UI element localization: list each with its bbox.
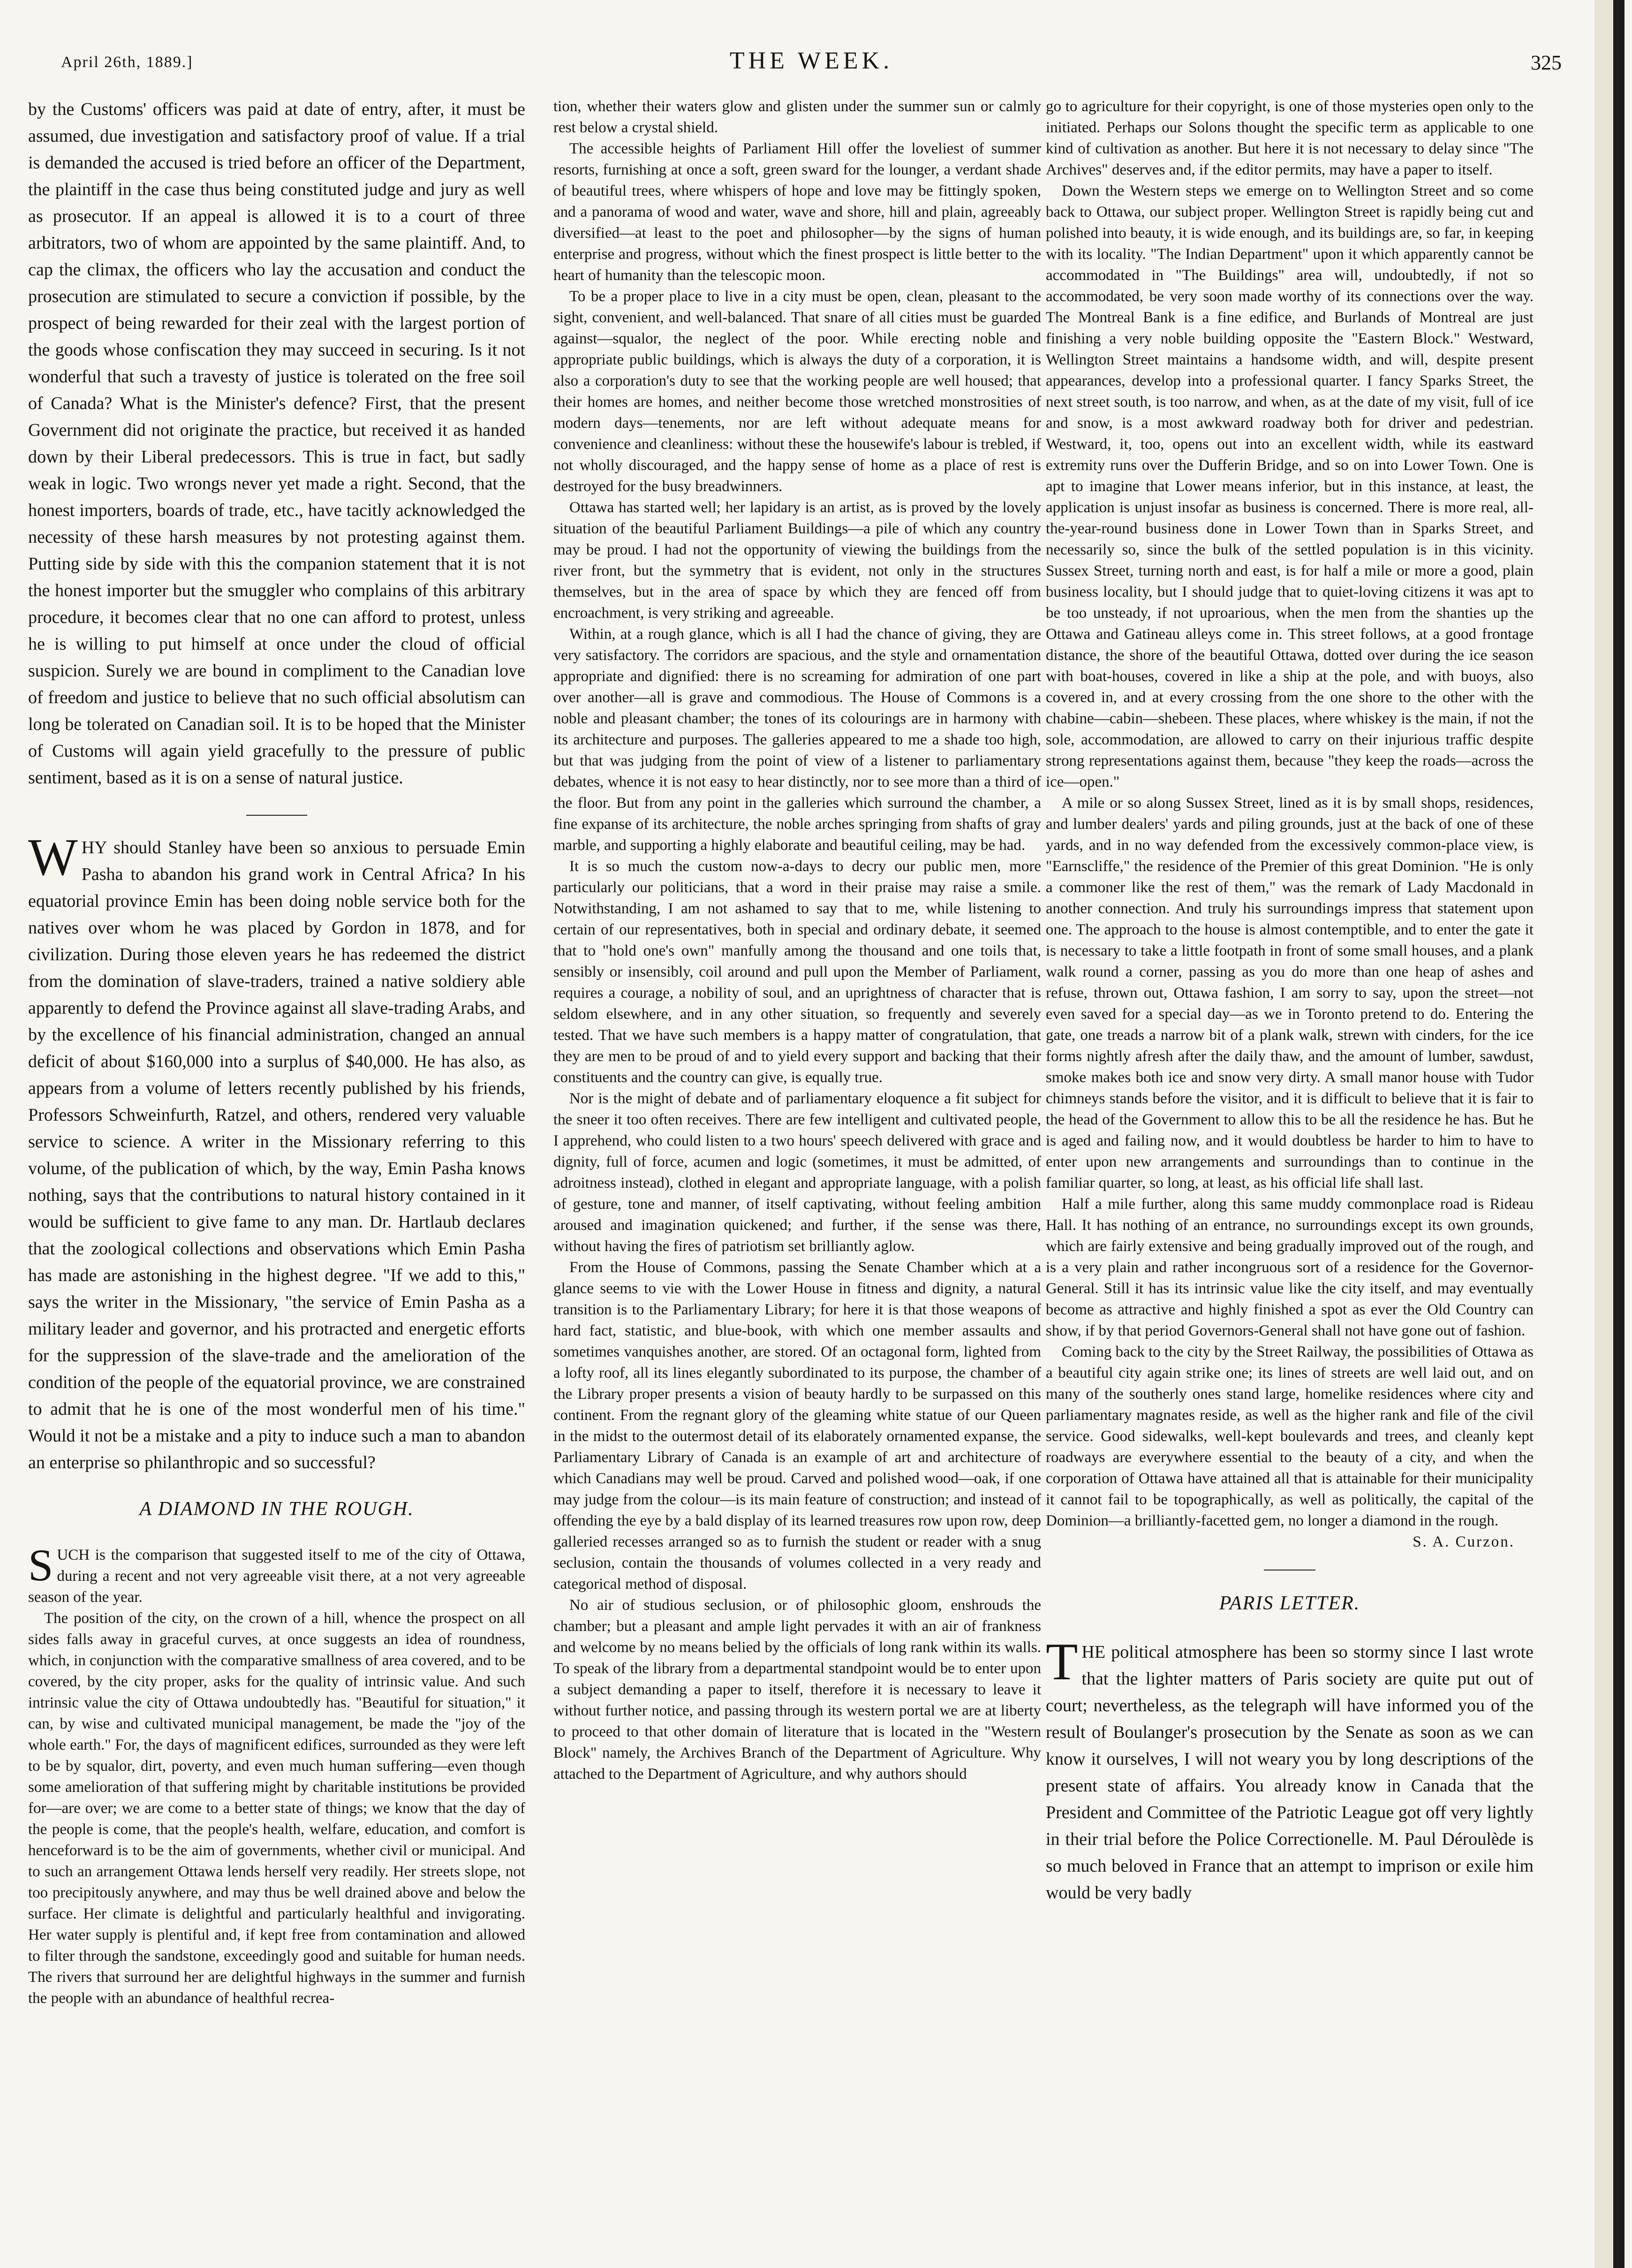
page-number: 325 — [1531, 51, 1562, 74]
article-paragraph: tion, whether their waters glow and glisten under the summer sun or calmly rest below a crystal shield. — [553, 98, 1041, 136]
diamond-position-paragraph: The position of the city, on the crown of a hill, whence the prospect on all sides falls away in graceful curves, at once suggests an idea of roundness, which, in conjunction with the comparative smallness of area covered, and to be covered, by the city proper, asks for the quality of intrinsic value. And such intrinsic value the city of Ottawa undoubtedly has. "Beautiful for situation," it can, by wise and cultivated municipal management, be made the "joy of the whole earth." For, the days of magnificent edifices, surrounded as they were left to be by squalor, dirt, poverty, and even much human suffering—even though some amelioration of that suffering might by charitable institutions be provided for—are over; we are come to a better state of things; we know that the day of the people is come, that the people's health, welfare, education, and comfort is henceforward is to be the aim of governments, whether civil or municipal. And to such an arrangement Ottawa lends herself very readily. Her streets slope, not too precipitously anywhere, and may thus be well drained above and below the surface. Her climate is delightful and particularly healthful and invigorating. Her water supply is plentiful and, if kept free from contamination and allowed to filter through the sandstone, exceedingly good and suitable for human needs. The rivers that surround her are delightful highways in the summer and furnish the people with an abundance of healthful recrea- — [28, 1610, 525, 2007]
article-paragraph: Half a mile further, along this same muddy commonplace road is Rideau Hall. It has nothing of an entrance, no surroundings except its own grounds, which are fairly extensive and being gradually improved out of the rough, and is a very plain and rather incongruous sort of a residence for the Governor-General. Still it has its intrinsic value like the city itself, and may eventually become as attractive and highly finished a spot as ever the Old Country can show, if by that period Governors-General shall not have gone out of fashion. — [1046, 1196, 1534, 1339]
column-3 — [1046, 96, 1534, 1906]
header-date: April 26th, 1889.] — [61, 53, 193, 71]
column-2 — [553, 96, 1041, 1785]
binding-edge — [1613, 0, 1624, 2268]
emin-pasha-text: HY should Stanley have been so anxious to persuade Emin Pasha to abandon his grand work in Central Africa? In his equatorial province Emin has been doing noble service both for the natives over whom he was placed by Gordon in 1878, and for civilization. During those eleven years he has redeemed the district from the domination of slave-traders, trained a native soldiery able apparently to defend the Province against all slave-trading Arabs, and by the excellence of his financial administration, changed an annual deficit of about $160,000 into a surplus of $40,000. He has also, as appears from a volume of letters recently published by his friends, Professors Schweinfurth, Ratzel, and others, rendered very valuable service to science. A writer in the Missionary referring to this volume, of the publication of which, by the way, Emin Pasha knows nothing, says that the contributions to natural history contained in it would be sufficient to give fame to any man. Dr. Hartlaub declares that the zoological collections and observations which Emin Pasha has made are astonishing in the highest degree. "If we add to this," says the writer in the Missionary, "the service of Emin Pasha as a military leader and governor, and his protracted and energetic efforts for the suppression of the slave-trade and the amelioration of the condition of the people of the equatorial province, we are constrained to admit that he is one of the most wonderful men of his time." Would it not be a mistake and a pity to induce such a man to abandon an enterprise so philanthropic and so successful? — [28, 838, 525, 1472]
author-signature: S. A. Curzon. — [1413, 1533, 1515, 1550]
binding-edge-shadow — [1594, 0, 1613, 2268]
diamond-intro-text: UCH is the comparison that suggested itself to me of the city of Ottawa, during a recent and not very agreeable visit there, at a not very agreeable season of the year. — [28, 1547, 525, 1606]
article-paragraph: It is so much the custom now-a-days to decry our public men, more particularly our politicians, that a word in their praise may raise a smile. Notwithstanding, I am not ashamed to say that to me, while listening to certain of our representatives, both in special and ordinary debate, it seemed that to "hold one's own" manfully among the thousand and one toils that, sensibly or insensibly, coil around and pull upon the Member of Parliament, requires a courage, a nobility of soul, and an uprightness of character that is seldom elsewhere, and in any other situation, so frequently and severely tested. That we have such members is a happy matter of congratulation, that they are men to be proud of and to yield every support and backing that their constituents and the country can give, is equally true. — [553, 858, 1041, 1086]
article-paragraph: A mile or so along Sussex Street, lined as it is by small shops, residences, and lumber dealers' yards and piling grounds, just at the back of one of these yards, and in no way defended from the excessively common-place view, is "Earnscliffe," the residence of the Premier of this great Dominion. "He is only a commoner like the rest of them," was the remark of Lady Macdonald in another connection. And truly his surroundings impress that statement upon one. The approach to the house is almost contemptible, and to enter the gate it is necessary to take a little footpath in front of some small houses, and a plank walk round a corner, passing as you do more than one heap of ashes and refuse, thrown out, Ottawa fashion, I am sorry to say, upon the street—not even saved for a special day—as we in Toronto pretend to do. Entering the gate, one treads a narrow bit of a plank walk, strewn with cinders, for the ice forms nightly afresh after the daily thaw, and the amount of lumber, sawdust, smoke makes both ice and snow very dirty. A small manor house with Tudor chimneys stands before the visitor, and it is difficult to believe that it is fair to the head of the Government to allow this to be all the residence he has. But he is aged and failing now, and it would doubtless be harder to him to have to enter upon new arrangements and surroundings than to continue in the familiar quarter, so long, at least, as his official life shall last. — [1046, 795, 1534, 1191]
article-heading-diamond: A DIAMOND IN THE ROUGH. — [139, 1498, 414, 1520]
article-paragraph: No air of studious seclusion, or of philosophic gloom, enshrouds the chamber; but a pleasant and ample light pervades it with an air of frankness and welcome by no means belied by the officials of long rank within its walls. To speak of the library from a departmental standpoint would be to enter upon a subject demanding a paper to itself, therefore it is necessary to leave it without further notice, and passing through its western portal we are at liberty to proceed to that other domain of literature that is located in the "Western Block" namely, the Archives Branch of the Department of Agriculture. Why attached to the Department of Agriculture, and why authors should — [553, 1597, 1041, 1783]
emin-pasha-paragraph — [28, 828, 525, 1476]
masthead-title: THE WEEK. — [729, 47, 893, 74]
drop-cap: T — [1046, 1633, 1078, 1691]
article-paragraph: From the House of Commons, passing the Senate Chamber which at a glance seems to vie with the Lower House in fitness and dignity, a natural transition is to the Parliamentary Library; for here it is that those weapons of hard fact, statistic, and blue-book, with which one member assaults and sometimes vanquishes another, are stored. Of an octagonal form, lighted from a lofty roof, all its lines elegantly subordinated to its purpose, the chamber of the Library proper presents a vision of beauty hardly to be surpassed on this continent. From the regnant glory of the gleaming white statue of our Queen in the midst to the outermost detail of its elaborately ornamented expanse, the Parliamentary Library of Canada is an example of art and architecture of which Canadians may well be proud. Carved and polished wood—oak, if one may judge from the colour—is its main feature of construction; and instead of offending the eye by a bald display of its learned treasures row upon row, deep galleried recesses arranged so as to furnish the student or reader with a snug seclusion, contain the thousands of volumes collected in a very ready and categorical method of disposal. — [553, 1259, 1041, 1593]
article-paragraph: The accessible heights of Parliament Hill offer the loveliest of summer resorts, furnishing at once a soft, green sward for the lounger, a verdant shade of beautiful trees, where whispers of hope and love may be fittingly spoken, and a panorama of wood and water, wave and shore, hill and plain, agreeably diversified—at least to the poet and philosopher—by the signs of human enterprise and progress, without which the finest prospect is little better to the heart of humanity than the telescopic moon. — [553, 140, 1041, 284]
article-paragraph: To be a proper place to live in a city must be open, clean, pleasant to the sight, convenient, and well-balanced. That snare of all cities must be guarded against—squalor, the neglect of the poor. While erecting noble and appropriate public buildings, which is always the duty of a corporation, it is also a corporation's duty to see that the working people are well housed; that their homes are homes, and neither become those wretched monstrosities of modern days—tenements, nor are left without adequate means for convenience and cleanliness: without these the housewife's labour is trebled, if not wholly discouraged, and the happy sense of home as a place of rest is destroyed for the busy breadwinners. — [553, 288, 1041, 495]
section-divider — [246, 815, 307, 816]
drop-cap: S — [28, 1540, 53, 1590]
paris-letter-paragraph — [1046, 1633, 1534, 1906]
column-1 — [28, 96, 525, 2009]
paris-letter-text: HE political atmosphere has been so stormy since I last wrote that the lighter matters of Paris society are quite put out of court; nevertheless, as the telegraph will have informed you of the result of Boulanger's prosecution by the Senate as soon as we can know it ourselves, I will not weary you by long descriptions of the present state of affairs. You already know in Canada that the President and Committee of the Patriotic League got off very lightly in their trial before the Police Correctionelle. M. Paul Déroulède is so much beloved in France that an attempt to imprison or exile him would be very badly — [1046, 1642, 1534, 1903]
customs-article-text: by the Customs' officers was paid at date of entry, after, it must be assumed, due investigation and satisfactory proof of value. If a trial is demanded the accused is tried before an officer of the Department, the plaintiff in the case thus being constituted judge and jury as well as prosecutor. If an appeal is allowed it is to a court of three arbitrators, two of whom are appointed by the same plaintiff. And, to cap the climax, the officers who lay the accusation and conduct the prosecution are stimulated to secure a conviction if possible, by the prospect of being rewarded for their zeal with the largest portion of the goods whose confiscation they may succeed in securing. Is it not wonderful that such a travesty of justice is tolerated on the free soil of Canada? What is the Minister's defence? First, that the present Government did not originate the practice, but received it as handed down by their Liberal predecessors. This is true in fact, but sadly weak in logic. Two wrongs never yet made a right. Second, that the honest importers, boards of trade, etc., have tacitly acknowledged the necessity of these harsh measures by not protesting against them. Putting side by side with this the companion statement that it is not the honest importer but the smuggler who complains of this arbitrary procedure, it becomes clear that no one can afford to protest, unless he is willing to put himself at once under the cloud of official suspicion. Surely we are bound in compliment to the Canadian love of freedom and justice to believe that no such official absolutism can long be tolerated on Canadian soil. It is to be hoped that the Minister of Customs will again yield gracefully to the pressure of public sentiment, based as it is on a sense of natural justice. — [28, 99, 525, 788]
page-header — [61, 47, 1562, 80]
drop-cap: W — [28, 828, 78, 887]
article-paragraph: go to agriculture for their copyright, is one of those mysteries open only to the initiated. Perhaps our Solons thought the specific term as applicable to one kind of cultivation as another. But here it is not necessary to delay since "The Archives" deserves and, if the editor permits, may have a paper to itself. — [1046, 98, 1534, 178]
article-paragraph: Ottawa has started well; her lapidary is an artist, as is proved by the lovely situation of the beautiful Parliament Buildings—a pile of which any country may be proud. I had not the opportunity of viewing the buildings from the river front, but the symmetry that is evident, not only in the structures themselves, but in the area of space by which they are fenced off from encroachment, is very striking and agreeable. — [553, 499, 1041, 622]
article-paragraph: Down the Western steps we emerge on to Wellington Street and so come back to Ottawa, our subject proper. Wellington Street is rapidly being cut and polished into beauty, it is wide enough, and its buildings are, so far, in keeping with its locality. "The Indian Department" upon it which apparently cannot be accommodated in "The Buildings" area will, undoubtedly, if not so accommodated, be very soon made worthy of its connections over the way. The Montreal Bank is a fine edifice, and Burlands of Montreal are just finishing a very noble building opposite the "Eastern Block." Westward, Wellington Street maintains a handsome width, and will, despite present appearances, develop into a professional quarter. I fancy Sparks Street, the next street south, is too narrow, and when, as at the date of my visit, full of ice and snow, is a most awkward roadway both for driver and pedestrian. Westward, it, too, opens out into an excellent width, while its eastward extremity runs over the Dufferin Bridge, and so on into Lower Town. One is apt to imagine that Lower means inferior, but in this instance, at least, the application is unjust insofar as business is concerned. There is more real, all-the-year-round business done in Lower Town than in Sparks Street, and necessarily so, since the bulk of the settled population is in this vicinity. Sussex Street, turning north and east, is for half a mile or more a good, plain business locality, but I should judge that to quiet-loving citizens it was apt to be too unsteady, if not uproarious, when the men from the shanties up the Ottawa and Gatineau alleys come in. This street follows, at a good frontage distance, the shore of the beautiful Ottawa, dotted over during the ice season with boat-houses, covered in like a ship at the pole, and with buoys, also covered in, and at every crossing from the one shore to the other with the chabine—cabin—shebeen. These places, where whiskey is the main, if not the sole, accommodation, are allowed to carry on their injurious traffic despite strong representations against them, because "they keep the roads—across the ice—open." — [1046, 182, 1534, 790]
article-paragraph: Within, at a rough glance, which is all I had the chance of giving, they are very satisfactory. The corridors are spacious, and the style and ornamentation appropriate and dignified: there is no screaming for admiration of one part over another—all is grave and commodious. The House of Commons is a noble and pleasant chamber; the tones of its colourings are in harmony with its architecture and purposes. The galleries appeared to me a shade too high, but that was judging from the point of view of a listener to parliamentary debates, whence it is not easy to hear distinctly, nor to see more than a third of the floor. But from any point in the galleries which surround the chamber, a fine expanse of its architecture, the noble arches springing from shafts of gray marble, and supporting a highly elaborate and beautiful ceiling, may be had. — [553, 626, 1041, 854]
article-paragraph: Nor is the might of debate and of parliamentary eloquence a fit subject for the sneer it too often receives. There are few intelligent and cultivated people, I apprehend, who could listen to a two hours' speech delivered with grace and dignity, full of force, acumen and logic (sometimes, it must be admitted, of adroitness instead), clothed in elegant and appropriate language, with a polish of gesture, tone and manner, of itself captivating, without feeling ambition aroused and imagination quickened; and further, if the sense was there, without having the fires of patriotism set brilliantly aglow. — [553, 1090, 1041, 1255]
article-heading-paris: PARIS LETTER. — [1219, 1593, 1360, 1614]
article-paragraph: Coming back to the city by the Street Railway, the possibilities of Ottawa as a beautiful city again strike one; its lines of streets are well laid out, and on many of the southerly ones stand large, homelike residences where city and parliamentary magnates reside, as well as the higher rank and file of the civil service. Good sidewalks, well-kept boulevards and trees, and cleanly kept roadways are everywhere essential to the beauty of a city, and when the corporation of Ottawa have attained all that is attainable for their municipality it cannot fail to be topographically, as well as politically, the capital of the Dominion—a brilliantly-facetted gem, no longer a diamond in the rough. — [1046, 1343, 1534, 1529]
diamond-intro-paragraph — [28, 1540, 525, 1608]
